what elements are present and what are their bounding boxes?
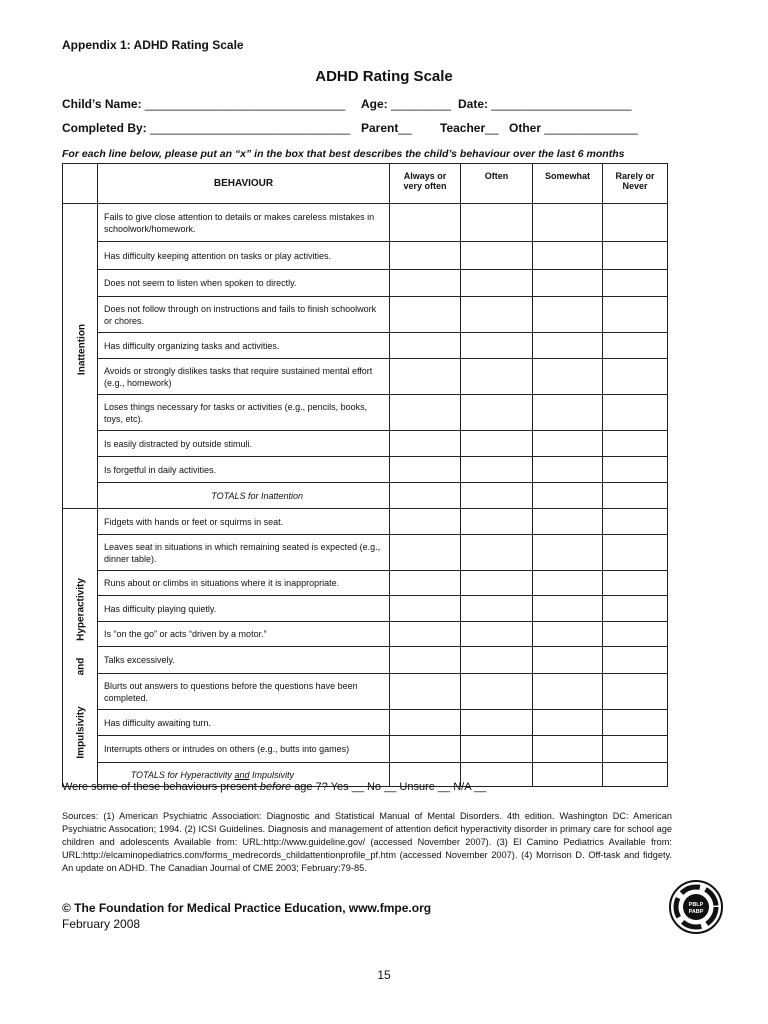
rating-cell[interactable] [461, 596, 533, 622]
rating-cell[interactable] [603, 242, 668, 270]
total-cell[interactable] [390, 483, 461, 509]
totals-hyper-part1: TOTALS for Hyperactivity [130, 769, 232, 780]
rating-cell[interactable] [461, 509, 533, 535]
rating-cell[interactable] [390, 674, 461, 710]
behaviour-item: Has difficulty keeping attention on tasks or play activities. [98, 242, 390, 270]
rating-cell[interactable] [461, 736, 533, 763]
col-always-line2: very often [403, 181, 447, 191]
behaviour-item: Talks excessively. [98, 647, 390, 674]
rating-cell[interactable] [461, 622, 533, 647]
rating-cell[interactable] [533, 270, 603, 297]
page-title: ADHD Rating Scale [315, 68, 453, 85]
rating-cell[interactable] [533, 535, 603, 571]
col-header-often: Often [461, 164, 533, 204]
totals-inattention-label: TOTALS for Inattention [98, 483, 390, 509]
rating-cell[interactable] [461, 204, 533, 242]
rating-cell[interactable] [390, 571, 461, 596]
rating-cell[interactable] [461, 395, 533, 431]
behaviour-item: Fidgets with hands or feet or squirms in seat. [98, 509, 390, 535]
other-option[interactable]: Other ______________ [509, 121, 638, 135]
behaviour-item: Does not seem to listen when spoken to directly. [98, 270, 390, 297]
rating-cell[interactable] [603, 509, 668, 535]
rating-cell[interactable] [533, 457, 603, 483]
rating-cell[interactable] [461, 333, 533, 359]
rating-cell[interactable] [390, 596, 461, 622]
before-word: before [259, 781, 292, 793]
rating-cell[interactable] [533, 333, 603, 359]
rating-cell[interactable] [461, 571, 533, 596]
rating-cell[interactable] [390, 710, 461, 736]
rating-cell[interactable] [390, 457, 461, 483]
rating-cell[interactable] [533, 242, 603, 270]
rating-cell[interactable] [603, 270, 668, 297]
rating-cell[interactable] [603, 431, 668, 457]
behaviour-item: Avoids or strongly dislikes tasks that require sustained mental effort (e.g., homework) [98, 359, 390, 395]
rating-cell[interactable] [461, 431, 533, 457]
col-header-always [390, 164, 461, 204]
rating-cell[interactable] [390, 622, 461, 647]
rating-cell[interactable] [603, 596, 668, 622]
date-field[interactable]: Date: _____________________ [458, 97, 632, 111]
rating-cell[interactable] [533, 736, 603, 763]
rating-cell[interactable] [390, 647, 461, 674]
behaviour-item: Is “on the go” or acts “driven by a motor.” [98, 622, 390, 647]
rating-cell[interactable] [603, 297, 668, 333]
hyperactivity-label: Hyperactivity [75, 578, 87, 641]
rating-cell[interactable] [533, 674, 603, 710]
rating-cell[interactable] [390, 242, 461, 270]
col-always-line1: Always or [403, 171, 447, 181]
total-cell[interactable] [533, 483, 603, 509]
behaviour-item: Has difficulty organizing tasks and activities. [98, 333, 390, 359]
behaviour-item: Runs about or climbs in situations where it is inappropriate. [98, 571, 390, 596]
copyright-line: © The Foundation for Medical Practice Education, www.fmpe.org [62, 901, 432, 915]
behaviour-item: Has difficulty playing quietly. [98, 596, 390, 622]
col-rarely-line2: Never [622, 181, 648, 191]
total-cell[interactable] [461, 483, 533, 509]
rating-cell[interactable] [461, 674, 533, 710]
rating-cell[interactable] [390, 204, 461, 242]
col-rarely-line1: Rarely or [615, 171, 655, 181]
rating-cell[interactable] [461, 710, 533, 736]
totals-hyper-part3: Impulsivity [251, 769, 294, 780]
completed-by-field[interactable]: Completed By: ______________________________ [62, 121, 351, 135]
inattention-section-label [63, 204, 98, 509]
rating-cell[interactable] [533, 204, 603, 242]
rating-cell[interactable] [533, 647, 603, 674]
rating-cell[interactable] [603, 674, 668, 710]
parent-label: Parent [361, 121, 399, 135]
age-field[interactable]: Age: _________ [361, 97, 452, 111]
age-label: Age: [361, 97, 388, 111]
total-cell[interactable] [533, 763, 603, 787]
rating-cell[interactable] [603, 457, 668, 483]
total-cell[interactable] [603, 763, 668, 787]
rating-cell[interactable] [533, 509, 603, 535]
rating-table [62, 163, 668, 787]
behaviour-item: Blurts out answers to questions before the questions have been completed. [98, 674, 390, 710]
before-suffix: age 7? Yes __ No __ Unsure __ N/A __ [294, 781, 487, 793]
rating-cell[interactable] [533, 622, 603, 647]
publication-date: February 2008 [62, 917, 141, 931]
behaviour-header: BEHAVIOUR [98, 164, 390, 204]
rating-cell[interactable] [603, 359, 668, 395]
rating-cell[interactable] [533, 359, 603, 395]
pblp-logo-icon [668, 879, 724, 935]
rating-cell[interactable] [390, 395, 461, 431]
behaviour-item: Does not follow through on instructions and fails to finish schoolwork or chores. [98, 297, 390, 333]
rating-cell[interactable] [603, 571, 668, 596]
child-name-field[interactable]: Child’s Name: ______________________________ [62, 97, 346, 111]
behaviour-item: Leaves seat in situations in which remaining seated is expected (e.g., dinner table). [98, 535, 390, 571]
behaviour-item: Fails to give close attention to details or makes careless mistakes in schoolwork/homework. [98, 204, 390, 242]
total-cell[interactable] [603, 483, 668, 509]
rating-cell[interactable] [461, 270, 533, 297]
rating-cell[interactable] [533, 596, 603, 622]
logo-text-2: PABP [688, 909, 704, 915]
rating-cell[interactable] [533, 710, 603, 736]
and-label: and [75, 657, 87, 676]
col-header-rarely [603, 164, 668, 204]
rating-cell[interactable] [390, 509, 461, 535]
other-label: Other [509, 121, 542, 135]
rating-cell[interactable] [461, 359, 533, 395]
rating-cell[interactable] [461, 297, 533, 333]
teacher-option[interactable]: Teacher__ [440, 121, 499, 135]
hyperactivity-section-label [63, 509, 98, 787]
rating-cell[interactable] [390, 297, 461, 333]
before-age-7-question[interactable] [62, 781, 486, 793]
col-header-somewhat: Somewhat [533, 164, 603, 204]
behaviour-item: Is forgetful in daily activities. [98, 457, 390, 483]
date-label: Date: [458, 97, 489, 111]
logo-text-1: PBLP [688, 902, 704, 908]
rating-cell[interactable] [603, 395, 668, 431]
behaviour-item: Loses things necessary for tasks or activities (e.g., pencils, books, toys, etc). [98, 395, 390, 431]
corner-cell [63, 164, 98, 204]
rating-cell[interactable] [390, 736, 461, 763]
rating-cell[interactable] [461, 457, 533, 483]
before-prefix: Were some of these behaviours present [62, 781, 257, 793]
child-name-label: Child’s Name: [62, 97, 142, 111]
rating-cell[interactable] [390, 333, 461, 359]
appendix-heading: Appendix 1: ADHD Rating Scale [62, 38, 244, 52]
rating-cell[interactable] [461, 535, 533, 571]
rating-cell[interactable] [390, 359, 461, 395]
rating-cell[interactable] [461, 242, 533, 270]
rating-cell[interactable] [603, 204, 668, 242]
behaviour-item: Has difficulty awaiting turn. [98, 710, 390, 736]
inattention-label: Inattention [76, 323, 88, 376]
behaviour-item: Is easily distracted by outside stimuli. [98, 431, 390, 457]
page-number: 15 [377, 968, 391, 982]
behaviour-item: Interrupts others or intrudes on others (e.g., butts into games) [98, 736, 390, 763]
rating-cell[interactable] [603, 622, 668, 647]
instructions: For each line below, please put an “x” in the box that best describes the child’s behaviour over the last 6 months [62, 148, 625, 160]
rating-cell[interactable] [390, 431, 461, 457]
rating-cell[interactable] [533, 431, 603, 457]
rating-cell[interactable] [533, 297, 603, 333]
rating-cell[interactable] [390, 270, 461, 297]
rating-cell[interactable] [461, 647, 533, 674]
rating-cell[interactable] [603, 333, 668, 359]
completed-by-label: Completed By: [62, 121, 147, 135]
rating-cell[interactable] [603, 736, 668, 763]
rating-cell[interactable] [603, 710, 668, 736]
rating-cell[interactable] [603, 535, 668, 571]
totals-hyper-and: and [234, 769, 250, 780]
rating-cell[interactable] [533, 571, 603, 596]
rating-cell[interactable] [533, 395, 603, 431]
rating-cell[interactable] [603, 647, 668, 674]
impulsivity-label: Impulsivity [75, 706, 87, 759]
sources-paragraph: Sources: (1) American Psychiatric Association: Diagnostic and Statistical Manual of Mental Disorders. 4th edition. Washington DC: American Psychiatric Assocation; 1994. (2) ICSI Guidelines. Diagnosis and management of attention deficit hyperactivity disorder in primary care for school age children and adolescents Available from: URL:http://www.guideline.gov/ (accessed November 2007). (3) El Camino Pediatrics Available from: URL:http://elcaminopediatrics.com/forms_medrecords_childattentionprofile_pf.htm (accessed November 2007). (4) Morrison D. Off-task and fidgety. An update on ADHD. The Canadian Journal of CME 2003; February:79-85. [62, 811, 672, 873]
teacher-label: Teacher [440, 121, 486, 135]
parent-option[interactable]: Parent__ [361, 121, 412, 135]
rating-cell[interactable] [390, 535, 461, 571]
